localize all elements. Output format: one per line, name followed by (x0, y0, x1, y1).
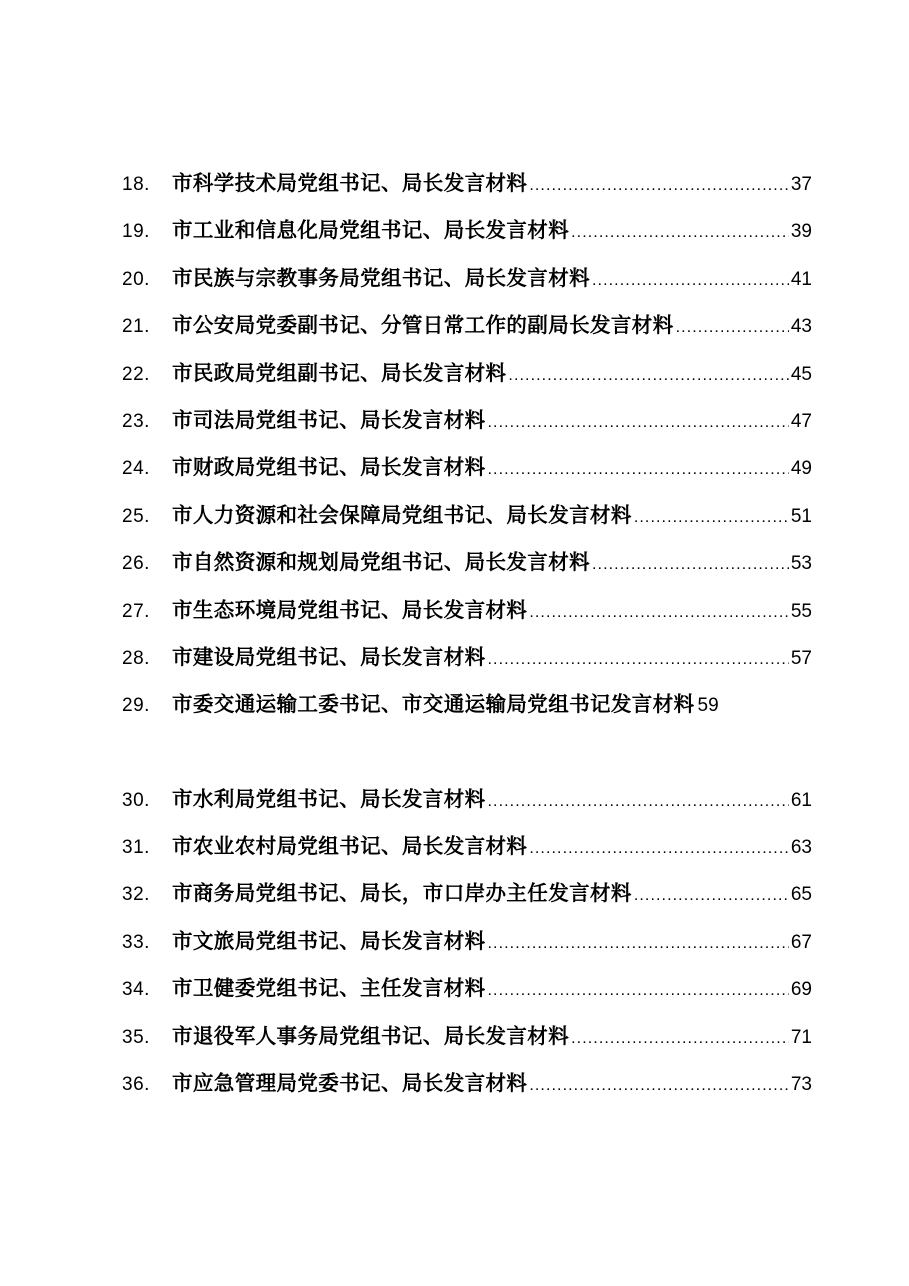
entry-title: 市民族与宗教事务局党组书记、局长发言材料 (172, 265, 590, 290)
leader-dots (529, 166, 789, 206)
entry-page-number: 49 (790, 458, 812, 480)
toc-entry[interactable] (122, 1063, 812, 1110)
leader-dots (676, 308, 789, 348)
entry-number: 28. (122, 647, 150, 669)
entry-page-number: 51 (790, 505, 812, 527)
leader-dots (529, 829, 789, 869)
toc-entry[interactable] (122, 542, 812, 589)
entry-title: 市工业和信息化局党组书记、局长发言材料 (172, 218, 570, 243)
entry-number: 33. (122, 931, 150, 953)
entry-number: 22. (122, 363, 150, 385)
entry-number: 29. (122, 695, 150, 717)
entry-number: 34. (122, 979, 150, 1001)
toc-entry[interactable] (122, 353, 812, 400)
toc-entry[interactable] (122, 779, 812, 826)
toc-entry[interactable] (122, 495, 812, 542)
leader-dots (634, 876, 789, 916)
entry-title: 市退役军人事务局党组书记、局长发言材料 (172, 1023, 570, 1048)
toc-entry[interactable] (122, 210, 812, 257)
entry-title: 市民政局党组副书记、局长发言材料 (172, 360, 507, 385)
entry-page-number: 59 (697, 695, 719, 717)
entry-number: 23. (122, 410, 150, 432)
entry-page-number: 45 (790, 363, 812, 385)
entry-page-number: 47 (790, 410, 812, 432)
entry-number: 18. (122, 174, 150, 195)
toc-entry[interactable] (122, 637, 812, 684)
entry-page-number: 73 (790, 1074, 812, 1096)
entry-title: 市应急管理局党委书记、局长发言材料 (172, 1071, 528, 1096)
entry-title: 市生态环境局党组书记、局长发言材料 (172, 597, 528, 622)
toc-entry[interactable] (122, 921, 812, 968)
entry-title: 市委交通运输工委书记、市交通运输局党组书记发言材料 (172, 692, 695, 717)
entry-page-number: 69 (790, 979, 812, 1001)
entry-number: 25. (122, 505, 150, 527)
leader-dots (488, 971, 789, 1011)
entry-title: 市水利局党组书记、局长发言材料 (172, 786, 486, 811)
entry-page-number: 63 (790, 837, 812, 859)
leader-dots (634, 498, 789, 538)
entry-number: 26. (122, 553, 150, 575)
entry-page-number: 37 (790, 174, 812, 195)
entry-title: 市司法局党组书记、局长发言材料 (172, 407, 486, 432)
leader-dots (488, 640, 789, 680)
toc-entry[interactable] (122, 400, 812, 447)
entry-title: 市财政局党组书记、局长发言材料 (172, 455, 486, 480)
leader-dots (529, 1066, 789, 1106)
leader-dots (571, 213, 789, 253)
entry-page-number: 65 (790, 884, 812, 906)
toc-entry[interactable] (122, 305, 812, 352)
leader-dots (488, 924, 789, 964)
leader-dots (571, 1019, 789, 1059)
leader-dots (508, 356, 788, 396)
toc-entry[interactable] (122, 1016, 812, 1063)
toc-entry[interactable] (122, 968, 812, 1015)
entry-number: 35. (122, 1026, 150, 1048)
entry-title: 市农业农村局党组书记、局长发言材料 (172, 834, 528, 859)
table-of-contents (122, 163, 812, 1110)
entry-title: 市自然资源和规划局党组书记、局长发言材料 (172, 550, 590, 575)
leader-dots (529, 593, 789, 633)
entry-page-number: 61 (790, 789, 812, 811)
entry-title: 市建设局党组书记、局长发言材料 (172, 644, 486, 669)
entry-page-number: 55 (790, 600, 812, 622)
entry-number: 19. (122, 221, 150, 243)
entry-title: 市文旅局党组书记、局长发言材料 (172, 928, 486, 953)
entry-title: 市科学技术局党组书记、局长发言材料 (172, 171, 528, 195)
entry-number: 36. (122, 1074, 150, 1096)
entry-page-number: 43 (790, 316, 812, 338)
entry-title: 市卫健委党组书记、主任发言材料 (172, 976, 486, 1001)
entry-number: 31. (122, 837, 150, 859)
entry-page-number: 57 (790, 647, 812, 669)
entry-page-number: 41 (790, 268, 812, 290)
toc-entry[interactable] (122, 684, 812, 731)
entry-title: 市人力资源和社会保障局党组书记、局长发言材料 (172, 502, 632, 527)
entry-title: 市公安局党委副书记、分管日常工作的副局长发言材料 (172, 313, 674, 338)
leader-dots (488, 782, 789, 822)
toc-entry[interactable] (122, 163, 812, 210)
leader-dots (488, 403, 789, 443)
leader-dots (592, 261, 789, 301)
toc-entry[interactable] (122, 873, 812, 920)
leader-dots (592, 545, 789, 585)
entry-title: 市商务局党组书记、局长，市口岸办主任发言材料 (172, 881, 632, 906)
leader-dots (488, 450, 789, 490)
entry-number: 24. (122, 458, 150, 480)
entry-number: 30. (122, 789, 150, 811)
toc-entry[interactable] (122, 826, 812, 873)
toc-entry[interactable] (122, 447, 812, 494)
entry-number: 21. (122, 316, 150, 338)
toc-entry[interactable] (122, 258, 812, 305)
entry-number: 27. (122, 600, 150, 622)
entry-number: 20. (122, 268, 150, 290)
entry-page-number: 39 (790, 221, 812, 243)
toc-entry[interactable] (122, 590, 812, 637)
entry-number: 32. (122, 884, 150, 906)
entry-page-number: 53 (790, 553, 812, 575)
entry-page-number: 71 (790, 1026, 812, 1048)
entry-page-number: 67 (790, 931, 812, 953)
